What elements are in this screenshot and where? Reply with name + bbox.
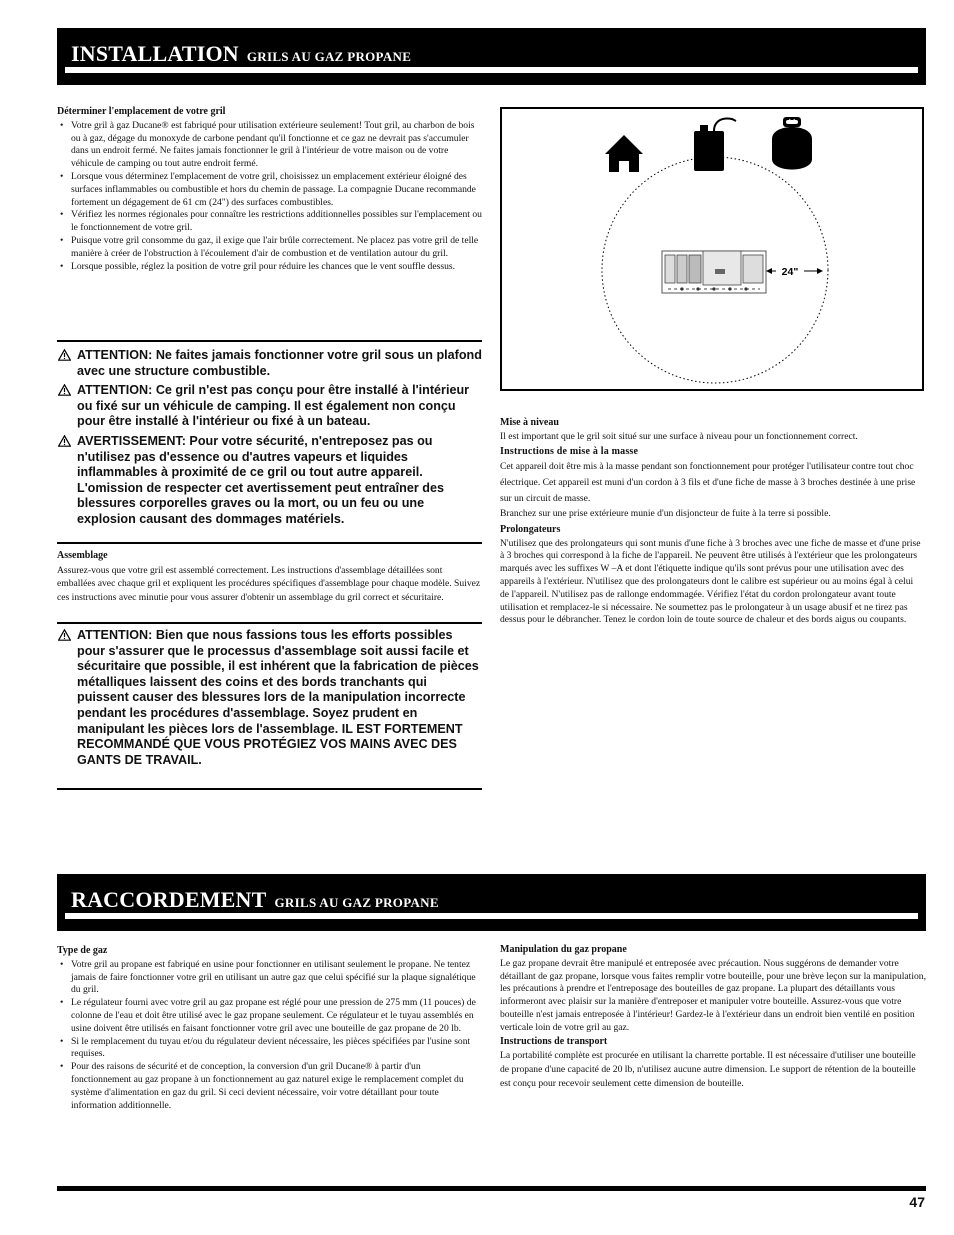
propane-handling-section <box>500 944 926 1090</box>
list-item: • Puisque votre gril consomme du gaz, il exige que l'air brûle correctement. Ne placez pas votre gril de telle manière à créer de l'obstruction à l'écoulement d'air de combustion et de ventilation autour du gril. <box>71 235 482 261</box>
list-item: • Votre gril au propane est fabriqué en usine pour fonctionner en utilisant seulement le propane. Ne tentez jamais de faire fonctionner votre gril en utilisant un autre gaz que celui spécifié sur la plaque signalétique du gril. <box>71 959 482 997</box>
warning-triangle-icon <box>58 349 71 361</box>
grill-top-view <box>662 251 766 293</box>
list-item: • Si le remplacement du tuyau et/ou du régulateur devient nécessaire, les pièces spécifiées par l'usine sont requises. <box>71 1036 482 1062</box>
extension-text: N'utilisez que des prolongateurs qui sont munis d'une fiche à 3 broches avec une fiche de masse et d'une prise à 3 broches qui correspond à la fiche de l'appareil. Ne peuvent être utilisés à l'extérieur que les prolongateurs marqués avec les suffixes W –A et dont l'étiquette indique qu'ils sont prévus pour une utilisation avec des appareils à l'extérieur. N'utilisez que des prolongateurs dont le calibre est supérieur ou au moins égal à celui de l'appareil. N'utilisez pas de rallonge endommagée. Vérifiez l'état du cordon prolongateur avant toute utilisation et remplacez-le si nécessaire. Ne soumettez pas le prolongateur à un usage abusif et ne tirez pas dessus pour le débrancher. Tenez le cordon loin de toute source de chaleur et des bords aigus ou coupants. <box>500 537 921 626</box>
list-item: • Lorsque vous déterminez l'emplacement de votre gril, choisissez un emplacement extérieur éloigné des surfaces inflammables ou combustible et hors du chemin de passage. La compagnie Ducane recommande fortement un dégagement de 61 cm (24") des surfaces combustibles. <box>71 171 482 209</box>
ground-text-1: Cet appareil doit être mis à la masse pendant son fonctionnement pour protéger l'utilisateur contre tout choc électrique. Cet appareil est muni d'un cordon à 3 fils et d'une fiche de masse à 3 broches destinée à une prise sur un circuit de masse. <box>500 461 916 504</box>
level-text: Il est important que le gril soit situé sur une surface à niveau pour un fonctionnement correct. <box>500 430 858 442</box>
assembly-text: Assurez-vous que votre gril est assemblé correctement. Les instructions d'assemblage détaillées sont emballées avec chaque gril et expliquent les procédures spécifiques d'assemblage pour chaque modèle. Suivez ces instructions avec minutie pour vous assurer d'obtenir un assemblage du gril correct et sécuritaire. <box>57 564 481 603</box>
footer-rule <box>57 1186 926 1191</box>
banner-rule <box>65 67 918 73</box>
ground-text-2: Branchez sur une prise extérieure munie d'un disjoncteur de fuite à la terre si possible. <box>500 508 831 520</box>
section-title <box>71 887 439 913</box>
warning-triangle-icon <box>58 435 71 447</box>
handling-heading: Manipulation du gaz propane <box>500 944 627 955</box>
level-heading: Mise à niveau <box>500 417 559 428</box>
list-item: • Le régulateur fourni avec votre gril au gaz propane est réglé pour une pression de 275 mm (11 pouces) de colonne de l'eau et doit être utilisé avec le gaz propane seulement. Ce régulateur et le tuyau assemblés en usine doivent être utilisés en faisant fonctionner votre gril avec une bouteille de gaz propane de 20 lb. <box>71 997 482 1035</box>
clearance-label: 24" <box>781 266 799 278</box>
section-title-sub: GRILS AU GAZ PROPANE <box>246 49 412 64</box>
extension-heading: Prolongateurs <box>500 523 561 535</box>
gas-type-section <box>57 945 482 1112</box>
transport-text: La portabilité complète est procurée en utilisant la charrette portable. Il est nécessaire d'utiliser une bouteille de propane d'une capacité de 20 lb, n'utilisez aucune autre dimension. Le support de rétention de la bouteille est conçu pour recevoir seulement cette dimension de bouteille. <box>500 1050 916 1089</box>
warning-triangle-icon <box>58 384 71 396</box>
section-title-main: INSTALLATION <box>71 41 239 66</box>
assembly-heading: Assemblage <box>57 550 108 561</box>
warning-text: ATTENTION: Ce gril n'est pas conçu pour être installé à l'intérieur ou fixé sur un véhicule de camping. Il est également non conçu pour être installé à l'intérieur ou fixé à un bateau. <box>77 383 470 429</box>
section-title-sub: GRILS AU GAZ PROPANE <box>274 895 439 910</box>
warning-text: ATTENTION: Bien que nous fassions tous les efforts possibles pour s'assurer que le processus d'assemblage soit aussi facile et sécuritaire que possible, il est inhérent que la fabrication de pièces métalliques laissent des coins et des bords tranchants qui puissent causer des blessures lors de la manipulation incorrecte pendant les procédures d'assemblage. Soyez prudent en manipulant les pièces lors de l'assemblage. IL EST FORTEMENT RECOMMANDÉ QUE VOUS PROTÉGIEZ VOS MAINS AVEC DES GANTS DE TRAVAIL. <box>77 628 479 767</box>
list-item: • Vérifiez les normes régionales pour connaître les restrictions additionnelles possibles sur l'emplacement ou le fonctionnement de votre gril. <box>71 209 482 235</box>
installation-banner <box>57 28 926 85</box>
warning-item <box>57 348 482 379</box>
list-item: • Pour des raisons de sécurité et de conception, la conversion d'un gril Ducane® à partir d'un fonctionnement au gaz propane à un fonctionnement au gaz naturel exige le remplacement complet du système d'alimentation en gaz du gril. Si ceci devient nécessaire, voir votre détaillant pour toute information additionnelle. <box>71 1061 482 1112</box>
clearance-diagram <box>500 107 924 391</box>
warning-item <box>57 383 482 430</box>
location-list <box>57 120 482 274</box>
warning-text: AVERTISSEMENT: Pour votre sécurité, n'entreposez pas ou n'utilisez pas d'essence ou d'autres vapeurs et liquides inflammables à proximité de ce gril ou tout autre appareil. L'omission de respecter cet avertissement peut entraîner des blessures corporelles graves ou la mort, ou un feu ou une explosion causant des dommages matériels. <box>77 433 444 526</box>
clearance-diagram-figure <box>502 109 922 389</box>
fuel-container-icon <box>694 119 736 172</box>
raccordement-banner <box>57 874 926 931</box>
location-heading: Déterminer l'emplacement de votre gril <box>57 106 226 117</box>
right-column <box>500 417 924 627</box>
handling-text: Le gaz propane devrait être manipulé et entreposée avec précaution. Nous suggérons de demander votre détaillant de gaz propane, lorsque vous faites remplir votre bouteille, pour une brève leçon sur la manipulation, les précautions à prendre et l'entreposage des bouteilles de gaz propane. La plupart des détaillants vous informeront avec plaisir sur la manière d'entreposer et manipuler votre bouteille. Assurez-vous que votre bouteille n'est jamais entreposée à l'intérieur! Gardez-le à l'extérieur dans un endroit bien ventilé en position verticale loin de votre gril au gaz. <box>500 957 926 1033</box>
house-icon <box>605 135 643 172</box>
list-item: • Lorsque possible, réglez la position de votre gril pour réduire les chances que le vent souffle dessus. <box>71 261 482 274</box>
banner-rule <box>65 913 918 919</box>
warning-item <box>57 434 482 528</box>
warning-box <box>57 340 482 544</box>
warning-triangle-icon <box>58 629 71 641</box>
page-number: 47 <box>909 1194 925 1210</box>
list-item: • Votre gril à gaz Ducane® est fabriqué pour utilisation extérieure seulement! Tout gril, au charbon de bois ou à gaz, dégage du monoxyde de carbone pendant qu'il fonctionne et ce gaz ne devrait pas s'accumuler dans un endroit fermé. Ne faites jamais fonctionner le gril à l'intérieur de votre maison ou de votre véhicule de camping ou tout autre endroit fermé. <box>71 120 482 171</box>
warning-text: ATTENTION: Ne faites jamais fonctionner votre gril sous un plafond avec une structure combustible. <box>77 348 482 378</box>
propane-tank-icon <box>772 117 812 170</box>
section-title-main: RACCORDEMENT <box>71 887 267 912</box>
section-title <box>71 41 411 67</box>
gas-type-heading: Type de gaz <box>57 945 108 956</box>
warning-item <box>57 628 482 768</box>
gas-type-list <box>57 959 482 1113</box>
transport-heading: Instructions de transport <box>500 1035 608 1047</box>
assembly-section <box>57 550 482 605</box>
warning-box-assembly <box>57 622 482 790</box>
location-section <box>57 106 482 273</box>
ground-heading: Instructions de mise à la masse <box>500 445 639 457</box>
